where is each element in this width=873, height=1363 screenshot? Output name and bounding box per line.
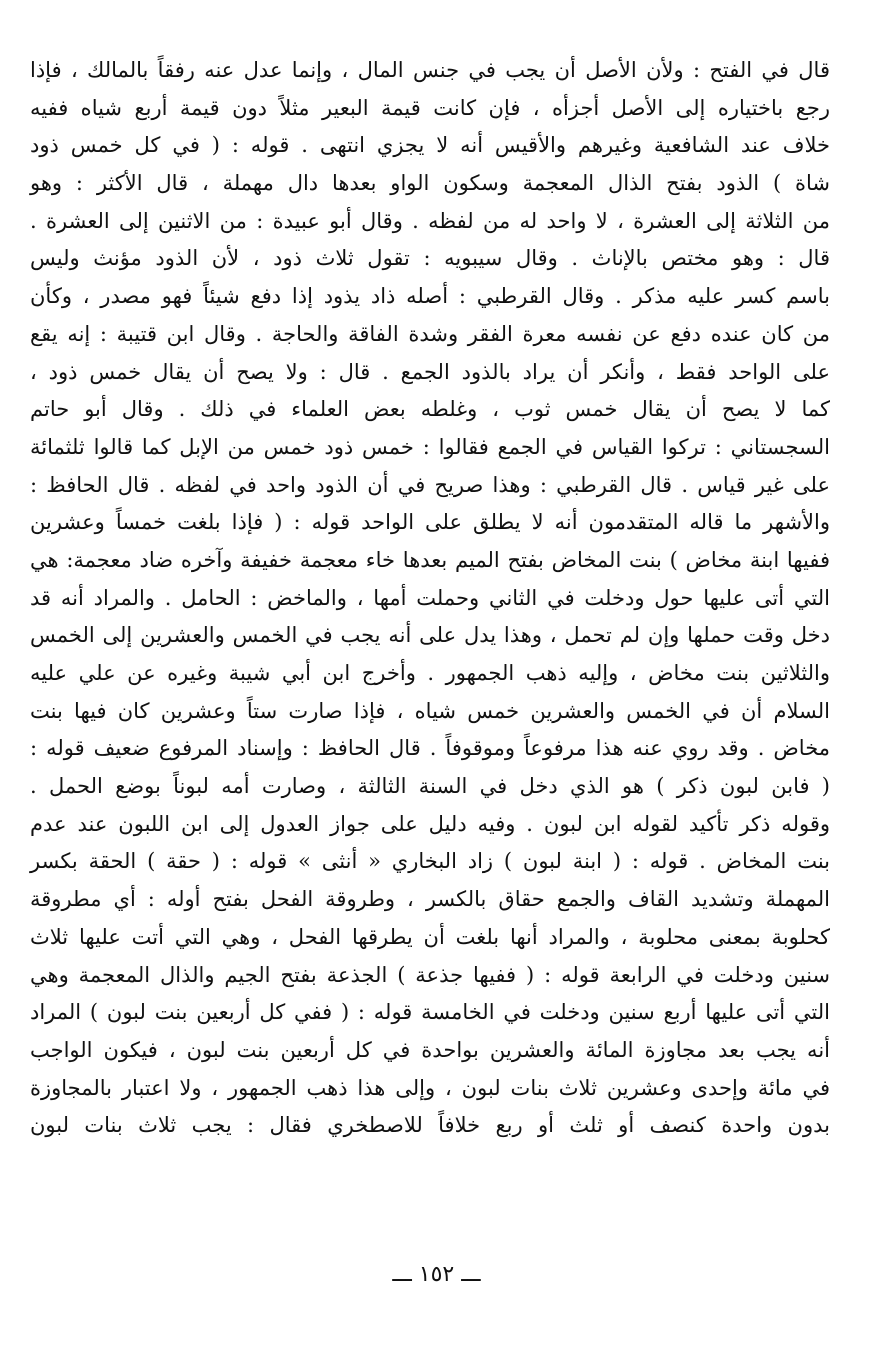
page-number: ـــ ١٥٢ ـــ <box>392 1262 481 1287</box>
text-line-11: السجستاني : تركوا القياس في الجمع فقالوا : خمس ذود خمس من الإبل كما قالوا ثلثمائة <box>30 434 830 459</box>
text-line-7: باسم كسر عليه مذكر . وقال القرطبي : أصله ذاد يذود إذا دفع شيئاً فهو مصدر ، وكأن <box>30 284 830 309</box>
text-line-21: وقوله ذكر تأكيد لقوله ابن لبون . وفيه دليل على جواز العدول إلى ابن اللبون عند عدم <box>30 811 830 836</box>
text-line-2: رجع باختياره إلى الأصل أجزأه ، فإن كانت قيمة البعير مثلاً دون قيمة أربع شياه ففيه <box>30 95 830 120</box>
text-line-14: ففيها ابنة مخاض ) بنت المخاض بفتح الميم بعدها خاء معجمة خفيفة وآخره ضاد معجمة: هي <box>30 547 830 572</box>
text-line-23: المهملة وتشديد القاف والجمع حقاق بالكسر ، وطروقة الفحل بفتح أوله : أي مطروقة <box>30 887 830 912</box>
text-line-20: ( فابن لبون ذكر ) هو الذي دخل في السنة الثالثة ، وصارت أمه لبوناً بوضع الحمل . <box>30 774 830 799</box>
text-line-10: كما لا يصح أن يقال خمس ثوب ، وغلطه بعض العلماء في ذلك . وقال أبو حاتم <box>30 397 830 422</box>
text-line-1: قال في الفتح : ولأن الأصل أن يجب في جنس المال ، وإنما عدل عنه رفقاً بالمالك ، فإذا <box>30 58 830 82</box>
body-text <box>30 52 830 1145</box>
text-line-3: خلاف عند الشافعية وغيرهم والأقيس أنه لا يجزي انتهى . قوله : ( في كل خمس ذود <box>30 133 830 158</box>
text-line-17: والثلاثين بنت مخاض ، وإليه ذهب الجمهور . وأخرج ابن أبي شيبة وغيره عن علي عليه <box>30 661 830 685</box>
text-line-16: دخل وقت حملها وإن لم تحمل ، وهذا يدل على أنه يجب في الخمس والعشرين إلى الخمس <box>30 623 830 648</box>
text-line-26: التي أتى عليها أربع سنين ودخلت في الخامسة قوله : ( ففي كل أربعين بنت لبون ) المراد <box>30 1000 831 1025</box>
text-line-22: بنت المخاض . قوله : ( ابنة لبون ) زاد البخاري « أنثى » قوله : ( حقة ) الحقة بكسر <box>30 849 830 874</box>
text-line-24: كحلوبة بمعنى محلوبة ، والمراد أنها بلغت أن يطرقها الفحل ، وهي التي أتت عليها ثلاث <box>30 924 830 949</box>
text-line-19: مخاض . وقد روي عنه هذا مرفوعاً وموقوفاً . قال الحافظ : وإسناد المرفوع ضعيف قوله : <box>30 736 830 761</box>
text-line-28: في مائة وإحدى وعشرين ثلاث بنات لبون ، وإلى هذا ذهب الجمهور ، ولا اعتبار بالمجاوزة <box>30 1075 830 1100</box>
text-line-6: قال : وهو مختص بالإناث . وقال سيبويه : تقول ثلاث ذود ، لأن الذود مؤنث وليس <box>30 246 830 271</box>
text-line-18: السلام أن في الخمس والعشرين خمس شياه ، فإذا صارت ستاً وعشرين كان فيها بنت <box>30 698 830 723</box>
text-line-27: أنه يجب بعد مجاوزة المائة والعشرين بواحدة في كل أربعين بنت لبون ، فيكون الواجب <box>30 1037 830 1062</box>
text-line-9: على الواحد فقط ، وأنكر أن يراد بالذود الجمع . قال : ولا يصح أن يقال خمس ذود ، <box>30 359 830 384</box>
text-line-5: من الثلاثة إلى العشرة ، لا واحد له من لفظه . وقال أبو عبيدة : من الاثنين إلى العشرة . <box>30 208 830 233</box>
text-line-15: التي أتى عليها حول ودخلت في الثاني وحملت أمها ، والماخض : الحامل . والمراد أنه قد <box>30 585 830 610</box>
text-line-8: من كان عنده دفع عن نفسه معرة الفقر وشدة الفاقة والحاجة . وقال ابن قتيبة : إنه يقع <box>30 321 830 346</box>
text-line-12: على غير قياس . قال القرطبي : وهذا صريح في أن الذود واحد في لفظه . قال الحافظ : <box>30 472 830 497</box>
text-line-4: شاة ) الذود بفتح الذال المعجمة وسكون الواو بعدها دال مهملة ، قال الأكثر : وهو <box>30 171 830 196</box>
text-line-13: والأشهر ما قاله المتقدمون أنه لا يطلق على الواحد قوله : ( فإذا بلغت خمساً وعشرين <box>30 510 830 535</box>
text-line-25: سنين ودخلت في الرابعة قوله : ( ففيها جذعة ) الجذعة بفتح الجيم والذال المعجمة وهي <box>30 962 830 987</box>
text-line-29: بدون واحدة كنصف أو ثلث أو ربع خلافاً للاصطخري فقال : يجب ثلاث بنات لبون <box>30 1113 830 1138</box>
